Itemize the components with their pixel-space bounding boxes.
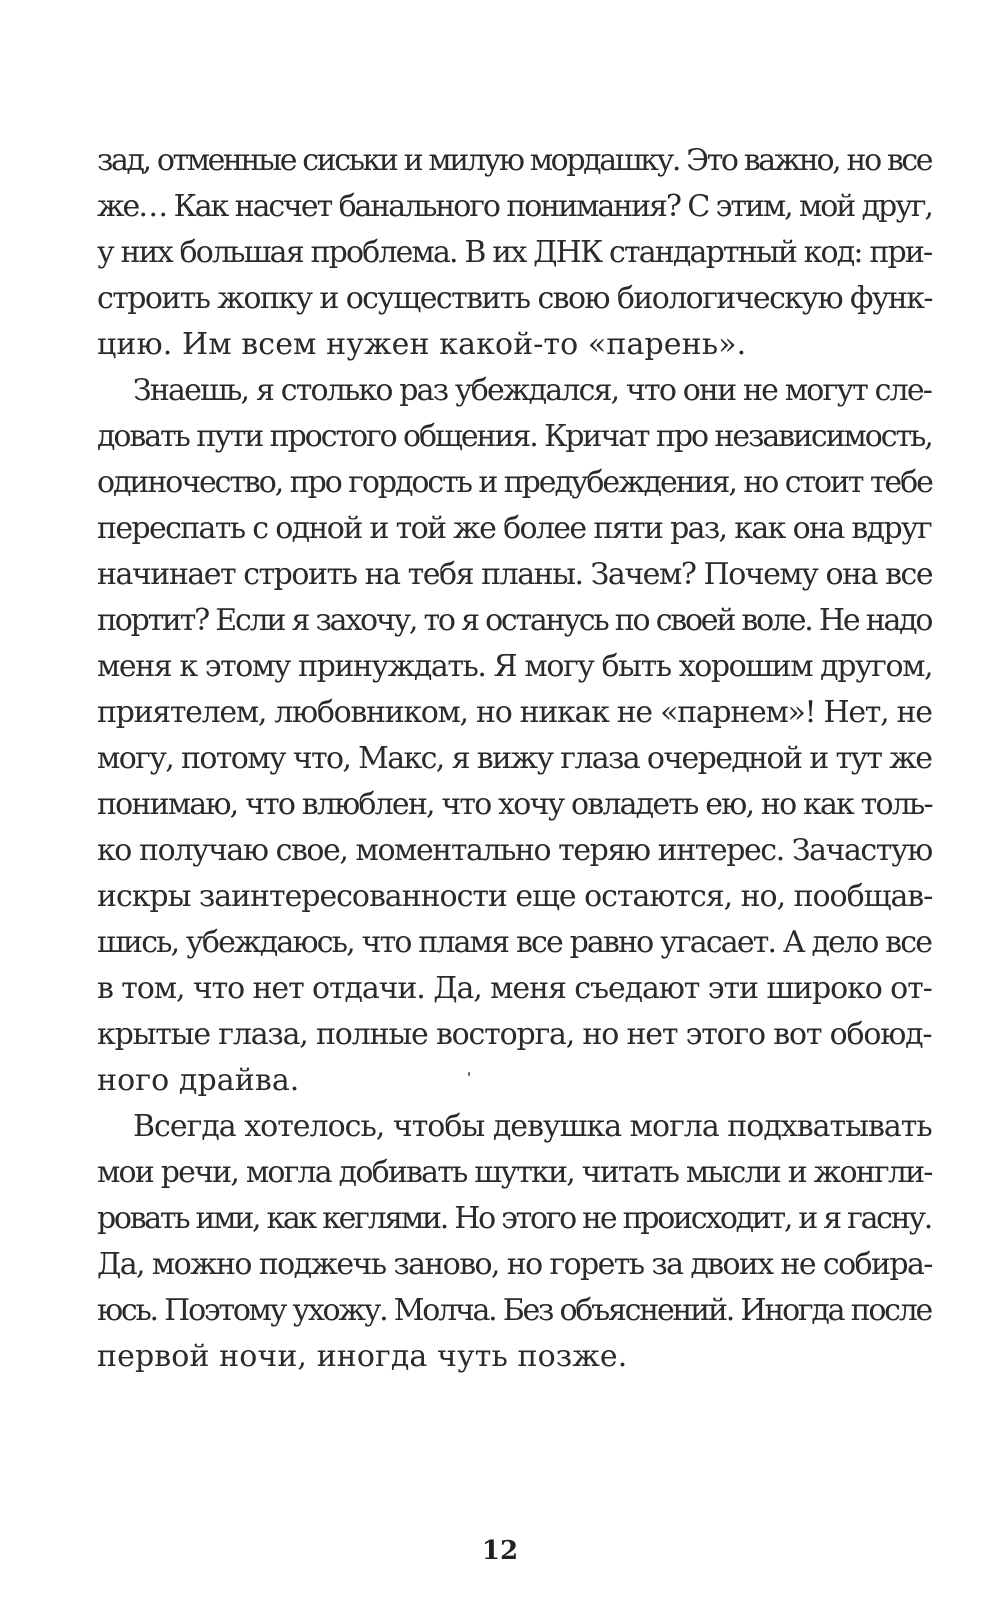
- text-line: меня к этому принуждать. Я могу быть хорошим другом,: [97, 649, 933, 684]
- text-line: юсь. Поэтому ухожу. Молча. Без объяснений. Иногда после: [97, 1293, 932, 1328]
- text-line: зад, отменные сиськи и милую мордашку. Это важно, но все: [97, 143, 932, 178]
- text-line: понимаю, что влюблен, что хочу овладеть ею, но как толь-: [97, 787, 932, 822]
- text-line: у них большая проблема. В их ДНК стандартный код: при-: [97, 235, 932, 270]
- paragraph-first-line: Всегда хотелось, чтобы девушка могла подхватывать: [133, 1109, 932, 1144]
- text-line: Да, можно поджечь заново, но гореть за двоих не собира-: [97, 1247, 932, 1282]
- text-line: строить жопку и осуществить свою биологическую функ-: [97, 281, 932, 316]
- paragraph-first-line: Знаешь, я столько раз убеждался, что они не могут сле-: [133, 373, 932, 408]
- text-line: довать пути простого общения. Кричат про независимость,: [97, 419, 932, 454]
- text-line: крытые глаза, полные восторга, но нет этого вот обоюд-: [97, 1017, 932, 1052]
- text-line: искры заинтересованности еще остаются, но, пообщав-: [97, 879, 933, 914]
- text-line: начинает строить на тебя планы. Зачем? Почему она все: [97, 557, 933, 592]
- text-line: ровать ими, как кеглями. Но этого не происходит, и я гасну.: [97, 1201, 932, 1236]
- text-line: могу, потому что, Макс, я вижу глаза очередной и тут же: [97, 741, 932, 776]
- page-number: 12: [481, 1536, 519, 1566]
- text-line: в том, что нет отдачи. Да, меня съедают эти широко от-: [97, 971, 932, 1006]
- text-line: цию. Им всем нужен какой-то «парень».: [97, 327, 747, 362]
- text-line: шись, убеждаюсь, что пламя все равно угасает. А дело все: [97, 925, 932, 960]
- text-line: переспать с одной и той же более пяти раз, как она вдруг: [97, 511, 932, 546]
- text-line: одиночество, про гордость и предубеждения, но стоит тебе: [97, 465, 932, 500]
- text-line: приятелем, любовником, но никак не «парнем»! Нет, не: [97, 695, 932, 730]
- print-speck: [468, 1072, 470, 1076]
- text-line: ного драйва.: [97, 1063, 300, 1098]
- text-line: первой ночи, иногда чуть позже.: [97, 1339, 628, 1374]
- text-line: же… Как насчет банального понимания? С этим, мой друг,: [97, 189, 932, 224]
- text-line: ко получаю свое, моментально теряю интерес. Зачастую: [97, 833, 932, 868]
- text-line: мои речи, могла добивать шутки, читать мысли и жонгли-: [97, 1155, 932, 1190]
- text-line: портит? Если я захочу, то я останусь по своей воле. Не надо: [97, 603, 932, 638]
